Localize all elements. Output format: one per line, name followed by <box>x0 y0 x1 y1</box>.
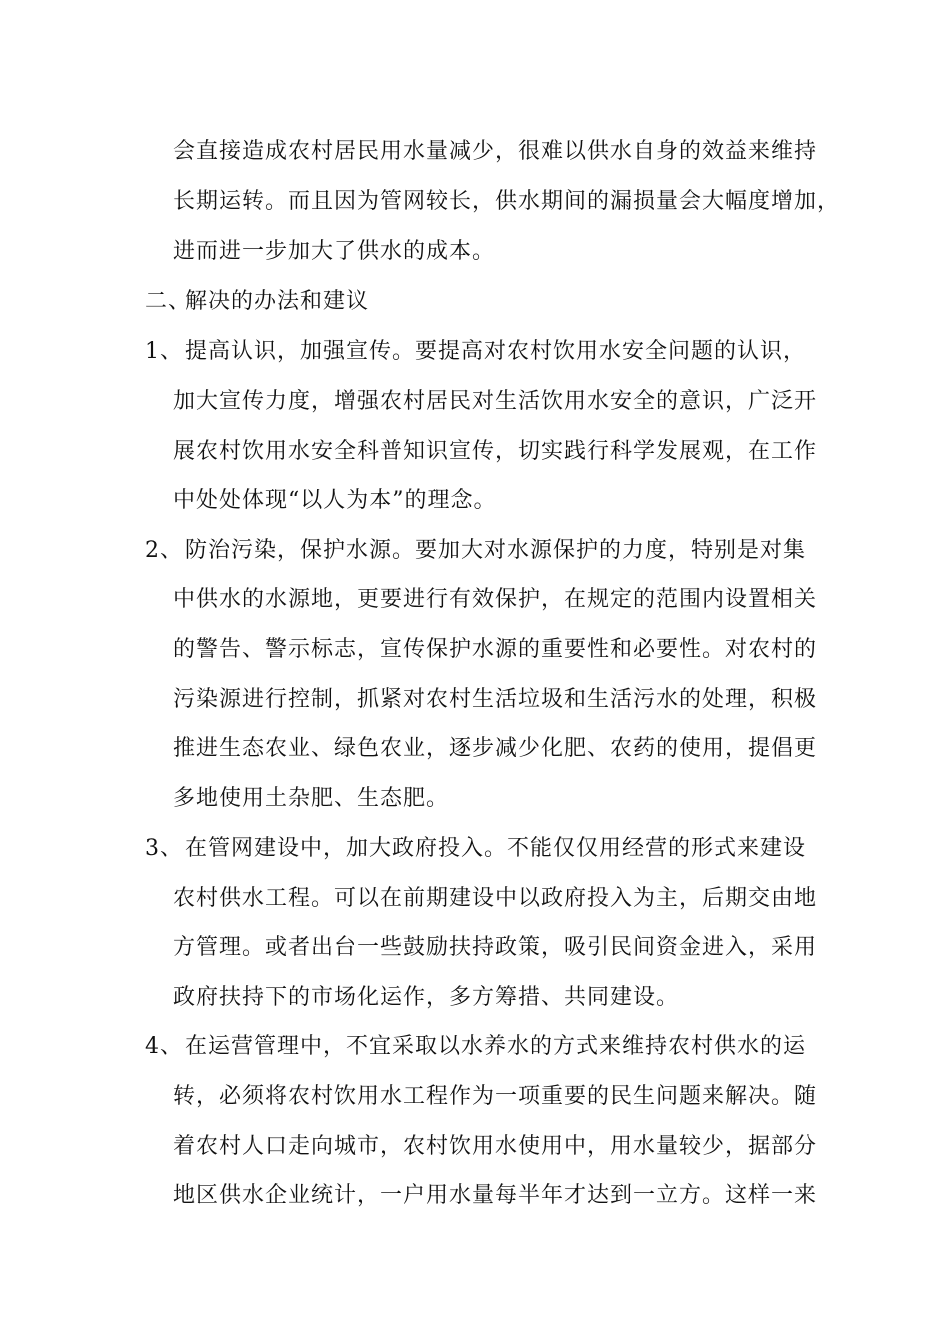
list-item-first-line <box>145 1032 806 1062</box>
item-marker: 4、 <box>145 1034 183 1059</box>
item-line: 污染源进行控制，抓紧对农村生活垃圾和生活污水的处理，积极 <box>173 687 818 712</box>
item-line: 展农村饮用水安全科普知识宣传，切实践行科学发展观，在工作 <box>173 439 818 464</box>
section-title: 解决的办法和建议 <box>185 289 370 314</box>
item-marker: 3、 <box>145 836 183 861</box>
item-marker: 2、 <box>145 538 183 563</box>
item-text: 在运营管理中，不宜采取以水养水的方式来维持农村供水的运 <box>185 1034 807 1059</box>
item-text: 提高认识，加强宣传。要提高对农村饮用水安全问题的认识， <box>185 339 807 364</box>
item-line: 推进生态农业、绿色农业，逐步减少化肥、农药的使用，提倡更 <box>173 736 818 761</box>
item-line: 的警告、警示标志，宣传保护水源的重要性和必要性。对农村的 <box>173 637 818 662</box>
intro-line: 长期运转。而且因为管网较长，供水期间的漏损量会大幅度增加， <box>173 189 841 214</box>
intro-line: 会直接造成农村居民用水量减少，很难以供水自身的效益来维持 <box>173 139 818 164</box>
item-line: 地区供水企业统计，一户用水量每半年才达到一立方。这样一来 <box>173 1183 818 1208</box>
item-line: 方管理。或者出台一些鼓励扶持政策，吸引民间资金进入，采用 <box>173 935 818 960</box>
section-marker: 二、 <box>145 289 192 314</box>
item-line: 农村供水工程。可以在前期建设中以政府投入为主，后期交由地 <box>173 886 818 911</box>
item-line: 加大宣传力度，增强农村居民对生活饮用水安全的意识，广泛开 <box>173 389 818 414</box>
item-line: 中供水的水源地，更要进行有效保护，在规定的范围内设置相关 <box>173 587 818 612</box>
list-item-first-line <box>145 536 806 566</box>
item-line: 政府扶持下的市场化运作，多方筹措、共同建设。 <box>173 985 680 1010</box>
item-marker: 1、 <box>145 339 183 364</box>
item-line: 转，必须将农村饮用水工程作为一项重要的民生问题来解决。随 <box>173 1084 818 1109</box>
item-line: 中处处体现“以人为本”的理念。 <box>173 488 497 513</box>
item-text: 在管网建设中，加大政府投入。不能仅仅用经营的形式来建设 <box>185 836 807 861</box>
item-line: 着农村人口走向城市，农村饮用水使用中，用水量较少，据部分 <box>173 1134 818 1159</box>
list-item-first-line <box>145 834 806 864</box>
list-item-first-line <box>145 337 806 367</box>
section-heading <box>145 287 369 317</box>
intro-line: 进而进一步加大了供水的成本。 <box>173 239 496 264</box>
item-line: 多地使用土杂肥、生态肥。 <box>173 786 450 811</box>
item-text: 防治污染，保护水源。要加大对水源保护的力度，特别是对集 <box>185 538 807 563</box>
